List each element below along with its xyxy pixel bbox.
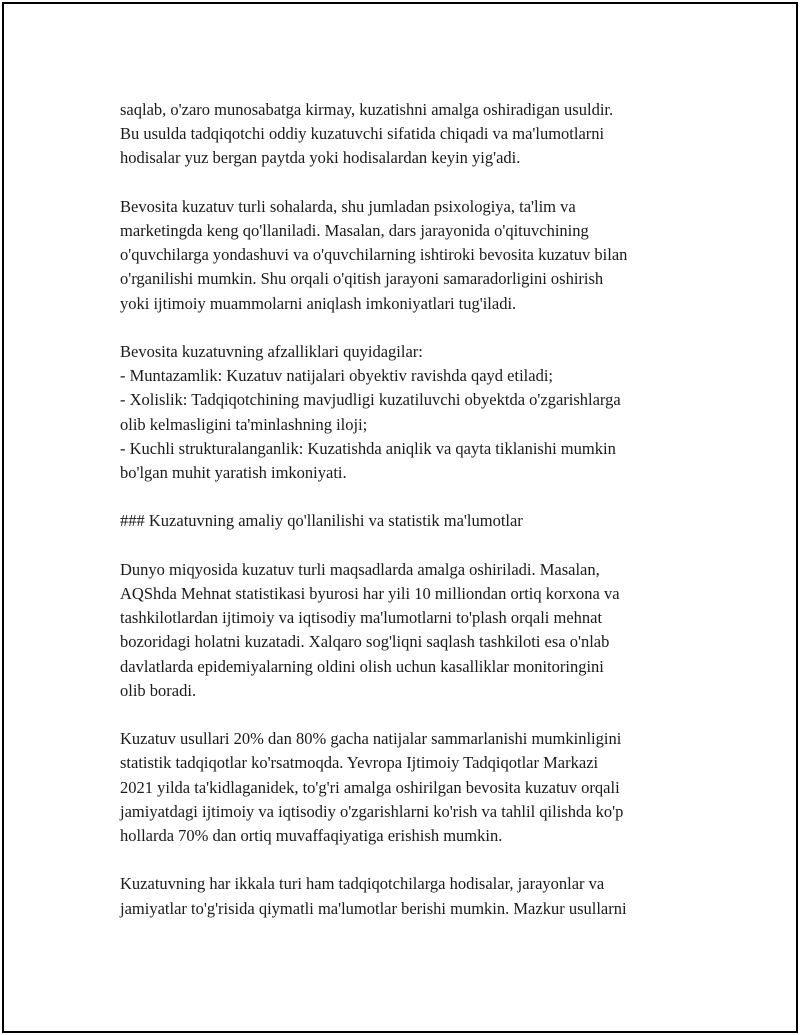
paragraph-direct-observation-definition: saqlab, o'zaro munosabatga kirmay, kuzatishni amalga oshiradigan usuldir. Bu usulda tadqiqotchi oddiy kuzatuvchi sifatida chiqadi va ma'lumotlarni hodisalar yuz bergan paytda yoki hodisalardan keyin yig'adi. [120,100,614,168]
paragraph-global-practice: Dunyo miqyosida kuzatuv turli maqsadlarda amalga oshiriladi. Masalan, AQShda Mehnat statistikasi byurosi har yili 10 milliondan ortiq korxona va tashkilotlardan ijtimoiy va iqtisodiy ma'lumotlarni to'plash orqali mehnat bozoridagi holatni kuzatadi. Xalqaro sog'liqni saqlash tashkiloti esa o'nlab davlatlarda epidemiyalarning oldini olish uchun kasalliklar monitoringini olib boradi. [120,559,620,700]
page-content [120,98,710,945]
paragraph-conclusion: Kuzatuvning har ikkala turi ham tadqiqotchilarga hodisalar, jarayonlar va jamiyatlar to'g'risida qiymatli ma'lumotlar berishi mumkin. Mazkur usullarni [120,874,627,918]
paragraph-advantages-list: Bevosita kuzatuvning afzalliklari quyidagilar: - Muntazamlik: Kuzatuv natijalari obyektiv ravishda qayd etiladi; - Xolislik: Tadqiqotchining mavjudligi kuzatiluvchi obyektda o'zgarishlarga olib kelmasligini ta'minlashning iloji; - Kuchli strukturalanganlik: Kuzatishda aniqlik va qayta tiklanishi mumkin bo'lgan muhit yaratish imkoniyati. [120,342,621,483]
section-heading: ### Kuzatuvning amaliy qo'llanilishi va statistik ma'lumotlar [120,511,523,531]
paragraph-statistics: Kuzatuv usullari 20% dan 80% gacha natijalar sammarlanishi mumkinligini statistik tadqiqotlar ko'rsatmoqda. Yevropa Ijtimoiy Tadqiqotlar Markazi 2021 yilda ta'kidlaganidek, to'g'ri amalga oshirilgan bevosita kuzatuv orqali jamiyatdagi ijtimoiy va iqtisodiy o'zgarishlarni ko'rish va tahlil qilishda ko'p hollarda 70% dan ortiq muvaffaqiyatiga erishish mumkin. [120,729,624,846]
paragraph-direct-observation-usage: Bevosita kuzatuv turli sohalarda, shu jumladan psixologiya, ta'lim va marketingda keng qo'llaniladi. Masalan, dars jarayonida o'qituvchining o'quvchilarga yondashuvi va o'quvchilarning ishtiroki bevosita kuzatuv bilan o'rganilishi mumkin. Shu orqali o'qitish jarayoni samaradorligini oshirish yoki ijtimoiy muammolarni aniqlash imkoniyatlari tug'iladi. [120,196,628,313]
page-frame [2,2,798,1033]
